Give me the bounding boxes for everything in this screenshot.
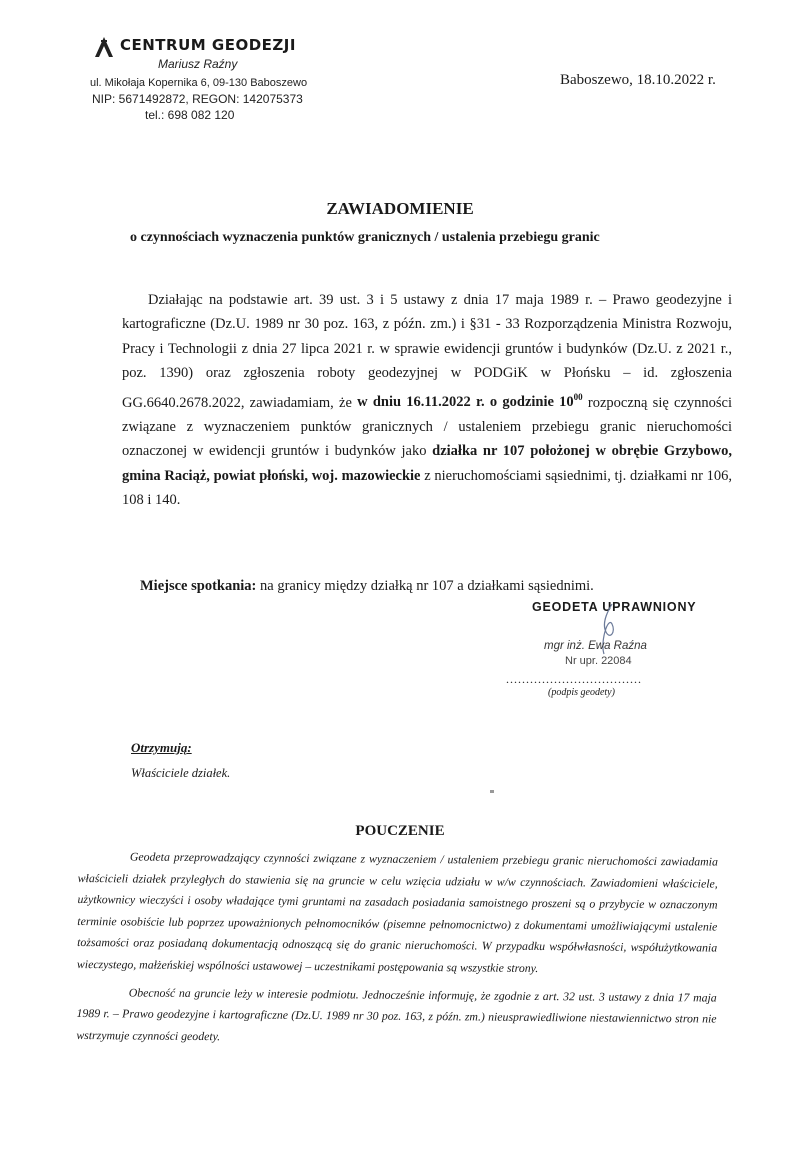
signature-caption: (podpis geodety): [548, 687, 615, 698]
document-title: ZAWIADOMIENIE: [326, 199, 474, 218]
notice-neighbours: z nieruchomościami sąsiednimi, tj. działkami nr 106, 108 i 140.: [122, 467, 733, 509]
notice-hour-minutes: 00: [573, 392, 583, 403]
instruction-paragraph-2: Obecność na gruncie leży w interesie podmiotu. Jednocześnie informuję, że zgodnie z art. 32 ust. 3 ustawy z dnia 17 maja 1989 r. – Prawo geodezyjne i kartograficzne (Dz.U. 1989 nr 30 poz. 163, z późn. zm.) nieusprawiedliwione niestawiennictwo stron nie wstrzymuje czynności geodety.: [76, 985, 717, 1043]
notice-body: [122, 288, 732, 512]
instruction-body: [76, 846, 718, 1052]
notice-paragraph: [122, 288, 732, 512]
company-address: ul. Mikołaja Kopernika 6, 09-130 Baboszewo: [90, 77, 308, 89]
notice-date: w dniu 16.11.2022 r. o godzinie 10: [357, 394, 574, 411]
signature-line: ..................................: [506, 672, 642, 686]
company-name: CENTRUM GEODEZJI: [120, 36, 296, 54]
meeting-place: [140, 578, 594, 595]
company-nip-regon: NIP: 5671492872, REGON: 142075373: [92, 92, 303, 106]
place-date: Baboszewo, 18.10.2022 r.: [560, 72, 716, 88]
company-phone: tel.: 698 082 120: [145, 108, 235, 122]
document-subtitle: o czynnościach wyznaczenia punktów granicznych / ustalenia przebiegu granic: [130, 230, 600, 245]
instruction-title: POUCZENIE: [355, 823, 445, 839]
surveyor-license: Nr upr. 22084: [565, 655, 632, 667]
notice-parcel: działka nr 107 położonej w obrębie Grzybowo, gmina Raciąż, powiat płoński, woj. mazowieckie: [122, 443, 732, 484]
owner-name: Mariusz Raźny: [158, 57, 238, 71]
recipients-label: Otrzymują:: [131, 740, 192, 755]
recipients-list: Właściciele działek.: [131, 766, 231, 780]
scan-speck: [490, 790, 494, 793]
company-logo-icon: [92, 35, 116, 59]
instruction-paragraph-1: Geodeta przeprowadzający czynności związane z wyznaczeniem / ustaleniem przebiegu granic nieruchomości zawiadamia właścicieli działek przyległych do stawienia się na gruncie w celu wzięcia udziału w w/w czynnościach. Zawiadomieni właściciele, użytkownicy wieczyści i osoby władające tymi gruntami na zasadach posiadania samoistnego proszeni są o przybycie w oznaczonym terminie osobiście lub poprzez upoważnionych pełnomocników (pisemne pełnomocnictwo) z dokumentami umożliwiającymi ustalenie tożsamości oraz posiadaną dokumentacją odnoszącą się do granic nieruchomości. W przypadku współwłasności, współużytkowania wieczystego, małżeńskiej wspólności ustawowej – uczestnikami postępowania są wszystkie strony.: [76, 849, 718, 975]
surveyor-name: mgr inż. Ewa Raźna: [544, 640, 647, 652]
notice-scope: rozpoczną się czynności związane z wyznaczeniem punktów granicznych / ustaleniem przebiegu granic nieruchomości oznaczonej w ewidencji gruntów i budynków jako: [122, 394, 732, 460]
meeting-text: na granicy między działką nr 107 a działkami sąsiednimi.: [256, 578, 594, 594]
notice-date-time: [357, 394, 583, 410]
notice-legal-basis: Działając na podstawie art. 39 ust. 3 i 5 ustawy z dnia 17 maja 1989 r. – Prawo geodezyjne i kartograficzne (Dz.U. 1989 nr 30 poz. 163, z późn. zm.) i §31 - 33 Rozporządzenia Ministra Rozwoju, Pracy i Technologii z dnia 27 lipca 2021 r. w sprawie ewidencji gruntów i budynków (Dz.U. z 2021 r., poz. 1390) oraz zgłoszenia roboty geodezyjnej w PODGiK w Płońsku – id. zgłoszenia GG.6640.2678.2022, zawiadamiam, że: [122, 292, 732, 411]
surveyor-role: GEODETA UPRAWNIONY: [532, 600, 697, 614]
meeting-label: Miejsce spotkania:: [140, 578, 257, 594]
